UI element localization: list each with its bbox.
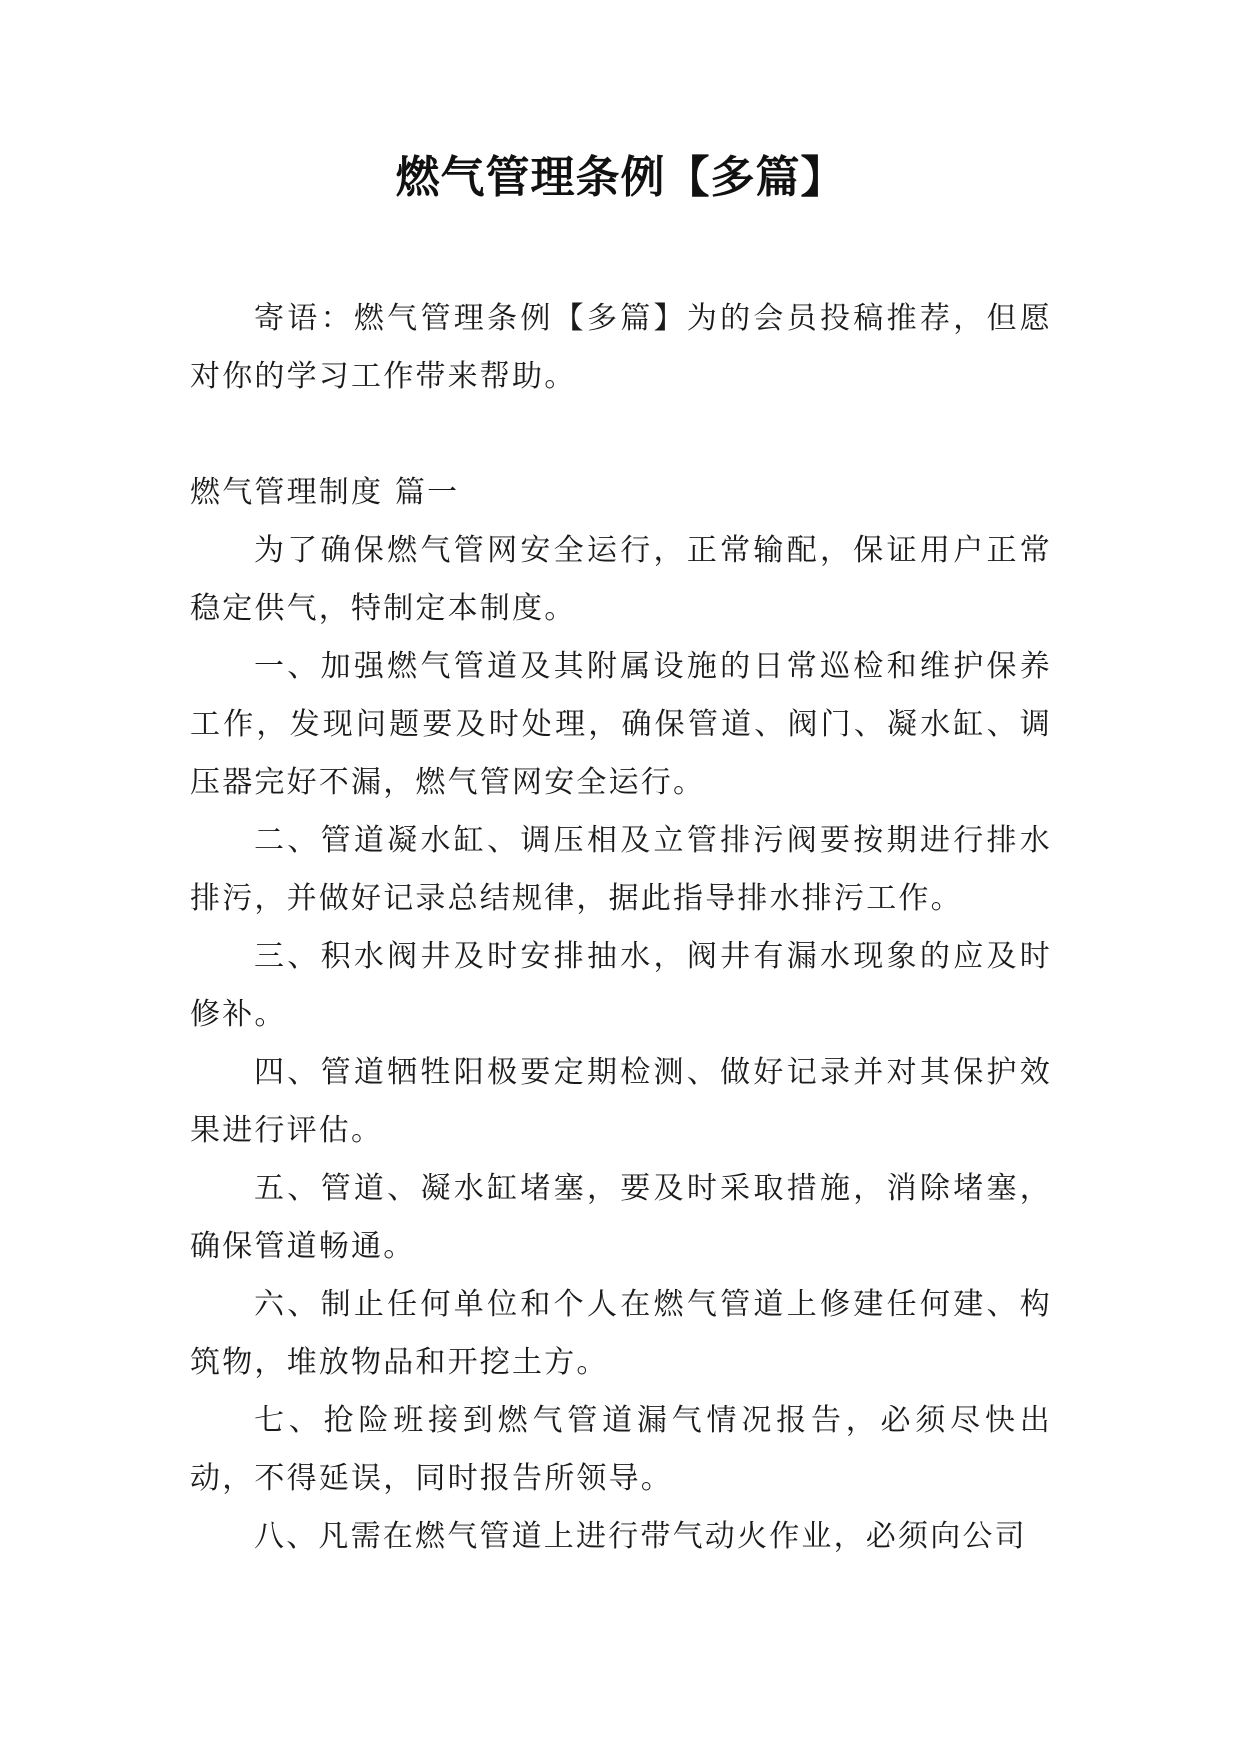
body-paragraph: 一、加强燃气管道及其附属设施的日常巡检和维护保养工作，发现问题要及时处理，确保管道、阀门、凝水缸、调压器完好不漏，燃气管网安全运行。 bbox=[190, 649, 1052, 800]
body-paragraph: 五、管道、凝水缸堵塞，要及时采取措施，消除堵塞，确保管道畅通。 bbox=[190, 1171, 1052, 1264]
body-paragraph: 二、管道凝水缸、调压相及立管排污阀要按期进行排水排污，并做好记录总结规律，据此指导排水排污工作。 bbox=[190, 823, 1052, 916]
document-title: 燃气管理条例【多篇】 bbox=[395, 152, 846, 203]
body-paragraph: 三、积水阀井及时安排抽水，阀井有漏水现象的应及时修补。 bbox=[190, 939, 1052, 1032]
body-paragraph: 六、制止任何单位和个人在燃气管道上修建任何建、构筑物，堆放物品和开挖土方。 bbox=[190, 1287, 1052, 1380]
section-heading: 燃气管理制度 篇一 bbox=[190, 475, 460, 510]
body-paragraph: 四、管道牺牲阳极要定期检测、做好记录并对其保护效果进行评估。 bbox=[190, 1055, 1052, 1148]
intro-paragraph: 寄语：燃气管理条例【多篇】为的会员投稿推荐，但愿对你的学习工作带来帮助。 bbox=[190, 301, 1052, 394]
document-body bbox=[190, 290, 1052, 1566]
body-paragraph: 八、凡需在燃气管道上进行带气动火作业，必须向公司 bbox=[254, 1519, 1027, 1554]
body-paragraph: 七、抢险班接到燃气管道漏气情况报告，必须尽快出动，不得延误，同时报告所领导。 bbox=[190, 1403, 1052, 1496]
body-paragraph: 为了确保燃气管网安全运行，正常输配，保证用户正常稳定供气，特制定本制度。 bbox=[190, 533, 1052, 626]
